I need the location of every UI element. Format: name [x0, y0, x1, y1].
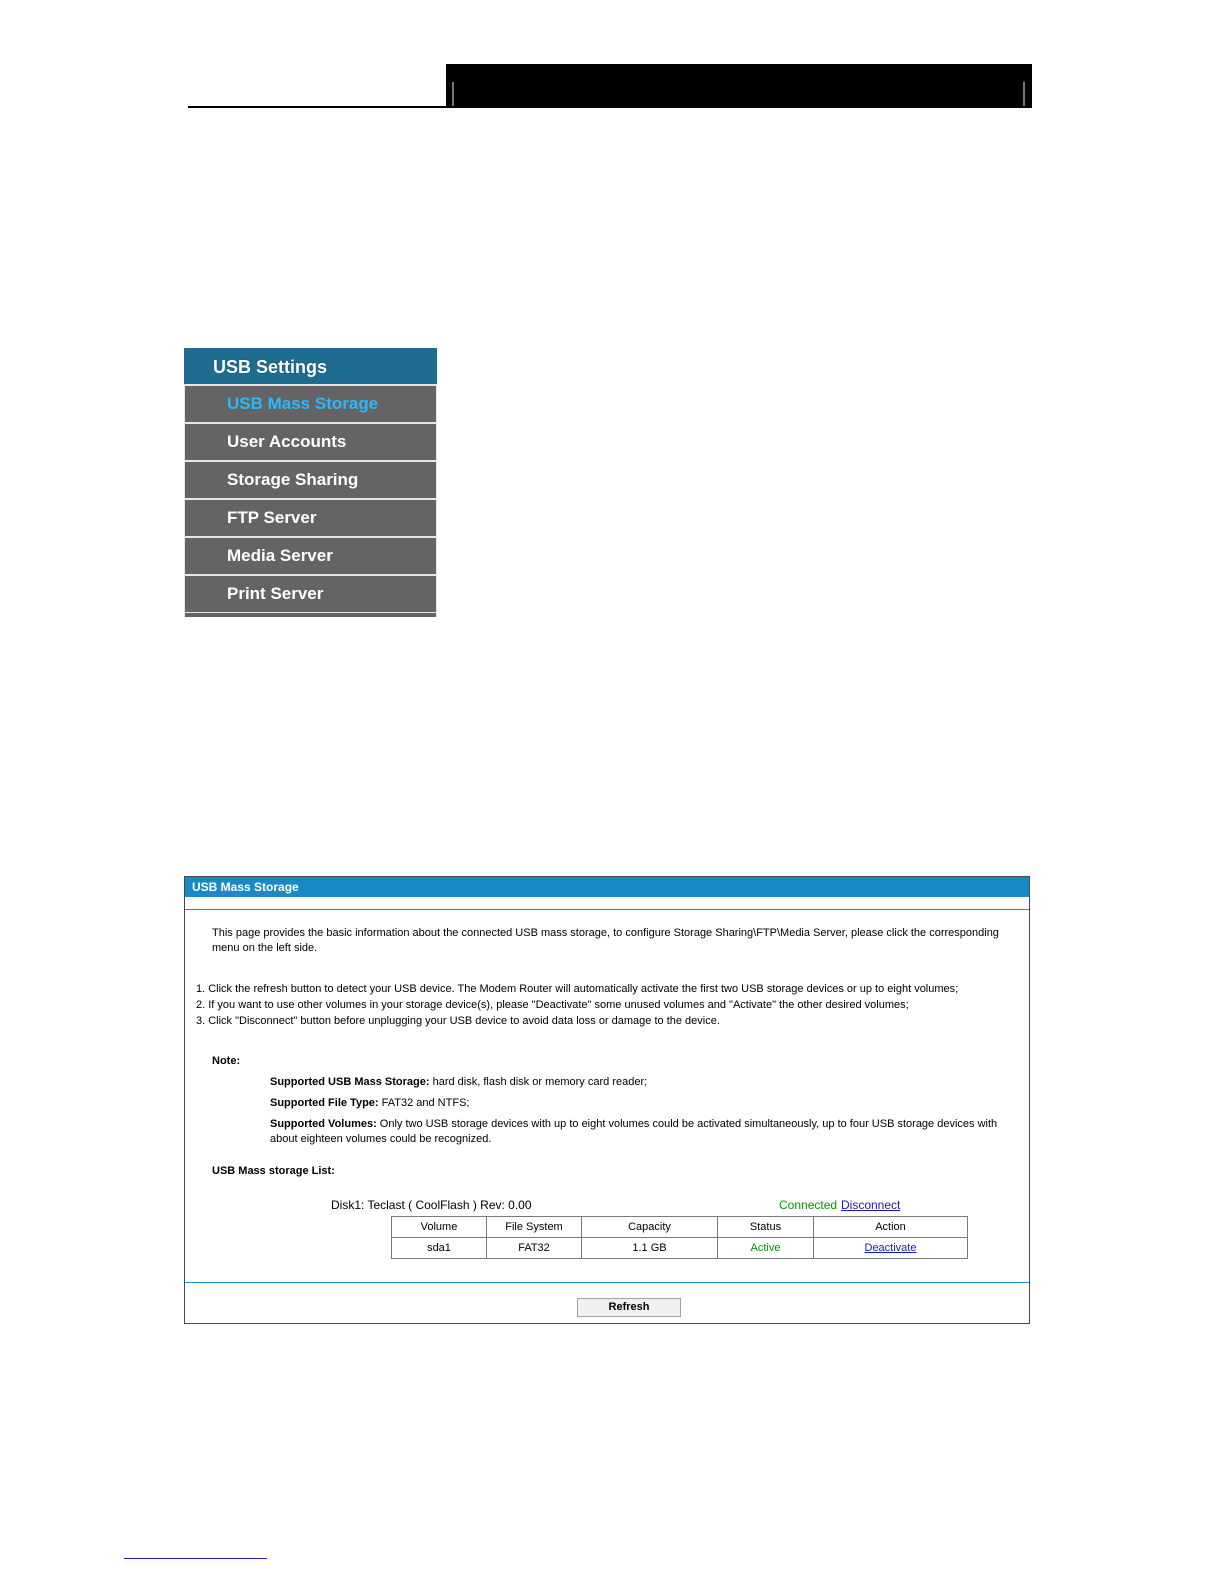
note-label-storage: Supported USB Mass Storage: — [270, 1076, 430, 1088]
table-header-row — [392, 1217, 968, 1238]
column-header-volume: Volume — [392, 1217, 487, 1238]
column-header-action: Action — [814, 1217, 968, 1238]
note-label: Note: — [212, 1055, 241, 1067]
cell-status: Active — [718, 1238, 814, 1259]
note-supported-storage — [270, 1075, 647, 1090]
note-label-volumes: Supported Volumes: — [270, 1118, 377, 1130]
menu-item-usb-mass-storage[interactable]: USB Mass Storage — [185, 386, 436, 422]
usb-list-label: USB Mass storage List: — [212, 1165, 335, 1177]
header-rule — [188, 106, 446, 108]
note-label-file-type: Supported File Type: — [270, 1097, 379, 1109]
menu-item-media-server[interactable]: Media Server — [185, 538, 436, 574]
table-row — [392, 1238, 968, 1259]
volume-table — [391, 1216, 968, 1259]
note-text-storage: hard disk, flash disk or memory card reader; — [429, 1076, 648, 1088]
refresh-button[interactable]: Refresh — [577, 1298, 681, 1317]
cell-capacity: 1.1 GB — [582, 1238, 718, 1259]
menu-header[interactable]: USB Settings — [184, 348, 437, 384]
intro-text: This page provides the basic information about the connected USB mass storage, to configure Storage Sharing\FTP\Media Server, please click the corresponding menu on the left side. — [212, 927, 999, 954]
usb-mass-storage-panel — [184, 876, 1030, 1324]
column-header-status: Status — [718, 1217, 814, 1238]
disconnect-link[interactable]: Disconnect — [841, 1198, 901, 1212]
instruction-step-2: 2. If you want to use other volumes in your storage device(s), please "Deactivate" some unused volumes and "Activate" the other desired volumes; — [196, 999, 909, 1011]
usb-settings-menu — [184, 348, 437, 617]
header-bar-tick — [1023, 82, 1025, 106]
header-bar-tick — [452, 82, 454, 106]
note-text-file-type: FAT32 and NTFS; — [378, 1097, 470, 1109]
disk-connection-status: Connected — [779, 1198, 838, 1212]
menu-bottom-edge — [185, 613, 436, 617]
header-bar — [446, 64, 1032, 108]
column-header-file-system: File System — [487, 1217, 582, 1238]
disk-name: Disk1: Teclast ( CoolFlash ) Rev: 0.00 — [331, 1198, 532, 1212]
menu-item-print-server[interactable]: Print Server — [185, 576, 436, 612]
cell-file-system: FAT32 — [487, 1238, 582, 1259]
cell-volume: sda1 — [392, 1238, 487, 1259]
note-text-volumes: Only two USB storage devices with up to eight volumes could be activated simultaneously, up to four USB storage devices with about eighteen volumes could be recognized. — [270, 1118, 998, 1145]
footer-separator — [185, 1282, 1029, 1283]
title-separator — [185, 909, 1029, 910]
instruction-step-1: 1. Click the refresh button to detect your USB device. The Modem Router will automatically activate the first two USB storage devices or up to eight volumes; — [196, 983, 959, 995]
menu-item-ftp-server[interactable]: FTP Server — [185, 500, 436, 536]
deactivate-link[interactable]: Deactivate — [864, 1242, 917, 1254]
note-supported-file-type — [270, 1096, 469, 1111]
instruction-step-3: 3. Click "Disconnect" button before unplugging your USB device to avoid data loss or damage to the device. — [196, 1015, 720, 1027]
panel-title: USB Mass Storage — [185, 877, 1029, 897]
menu-item-storage-sharing[interactable]: Storage Sharing — [185, 462, 436, 498]
cell-action — [814, 1238, 968, 1259]
menu-item-user-accounts[interactable]: User Accounts — [185, 424, 436, 460]
column-header-capacity: Capacity — [582, 1217, 718, 1238]
footer-link-rule — [124, 1558, 267, 1559]
note-supported-volumes — [270, 1117, 1025, 1147]
